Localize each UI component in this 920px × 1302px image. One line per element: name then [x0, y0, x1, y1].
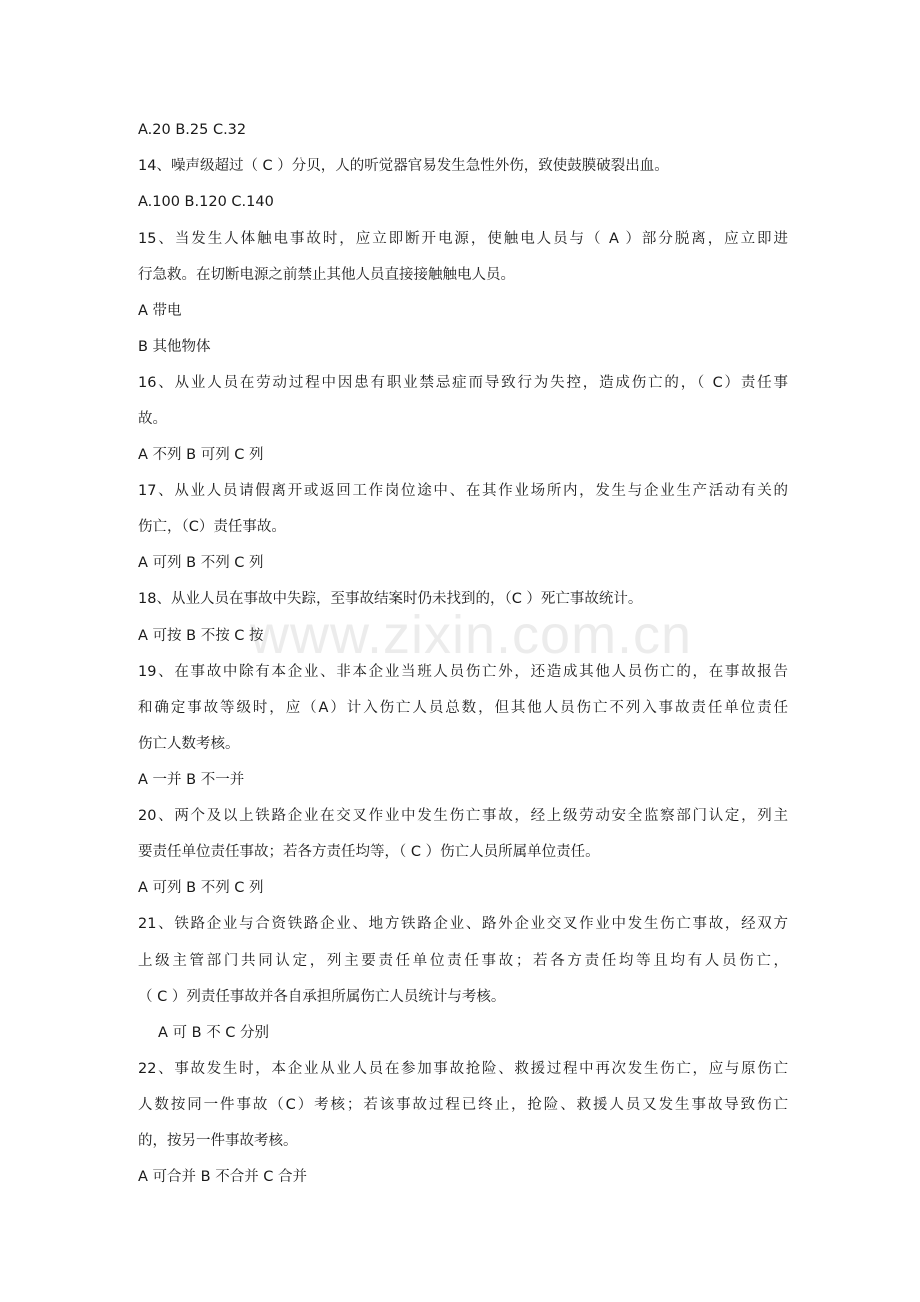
q19-text-line1: 19、在事故中除有本企业、非本企业当班人员伤亡外，还造成其他人员伤亡的，在事故报告 — [138, 664, 788, 680]
q19-text-line2: 和确定事故等级时，应（A）计入伤亡人员总数，但其他人员伤亡不列入事故责任单位责任 — [138, 700, 788, 716]
q17-text-line1: 17、从业人员请假离开或返回工作岗位途中、在其作业场所内，发生与企业生产活动有关的 — [138, 483, 788, 499]
q16-options: A 不列 B 可列 C 列 — [138, 447, 264, 463]
q20-text-line1: 20、两个及以上铁路企业在交叉作业中发生伤亡事故，经上级劳动安全监察部门认定，列主 — [138, 808, 788, 824]
q21-text-line2: 上级主管部门共同认定，列主要责任单位责任事故；若各方责任均等且均有人员伤亡， — [138, 953, 788, 969]
q15-text-line2: 行急救。在切断电源之前禁止其他人员直接接触触电人员。 — [138, 267, 515, 283]
q15-option-b: B 其他物体 — [138, 339, 211, 355]
q18-text: 18、从业人员在事故中失踪，至事故结案时仍未找到的，（C ）死亡事故统计。 — [138, 591, 643, 607]
q15-option-a: A 带电 — [138, 303, 182, 319]
q17-text-line2: 伤亡，（C）责任事故。 — [138, 519, 286, 535]
q22-text-line2: 人数按同一件事故（C）考核；若该事故过程已终止，抢险、救援人员又发生事故导致伤亡 — [138, 1097, 788, 1113]
q19-text-line3: 伤亡人数考核。 — [138, 736, 240, 752]
q22-options: A 可合并 B 不合并 C 合并 — [138, 1169, 308, 1185]
q21-text-line3: （ C ）列责任事故并各自承担所属伤亡人员统计与考核。 — [138, 989, 506, 1005]
q22-text-line1: 22、事故发生时，本企业从业人员在参加事故抢险、救援过程中再次发生伤亡，应与原伤亡 — [138, 1061, 788, 1077]
q14-text: 14、噪声级超过（ C ）分贝，人的听觉器官易发生急性外伤，致使鼓膜破裂出血。 — [138, 158, 669, 174]
q17-options: A 可列 B 不列 C 列 — [138, 555, 264, 571]
q21-options: A 可 B 不 C 分别 — [158, 1025, 270, 1041]
q20-options: A 可列 B 不列 C 列 — [138, 880, 264, 896]
q20-text-line2: 要责任单位责任事故；若各方责任均等，（ C ）伤亡人员所属单位责任。 — [138, 844, 600, 860]
q16-text-line2: 故。 — [138, 411, 167, 427]
q22-text-line3: 的，按另一件事故考核。 — [138, 1133, 298, 1149]
q21-text-line1: 21、铁路企业与合资铁路企业、地方铁路企业、路外企业交叉作业中发生伤亡事故，经双方 — [138, 916, 788, 932]
q16-text-line1: 16、从业人员在劳动过程中因患有职业禁忌症而导致行为失控，造成伤亡的，（ C）责任事 — [138, 375, 788, 391]
q14-options: A.100 B.120 C.140 — [138, 194, 274, 210]
q18-options: A 可按 B 不按 C 按 — [138, 628, 264, 644]
q13-options: A.20 B.25 C.32 — [138, 122, 247, 138]
q15-text-line1: 15、当发生人体触电事故时，应立即断开电源，使触电人员与（ A ）部分脱离，应立即进 — [138, 231, 788, 247]
watermark-text: www.zixin.com.cn — [250, 605, 693, 665]
q19-options: A 一并 B 不一并 — [138, 772, 245, 788]
